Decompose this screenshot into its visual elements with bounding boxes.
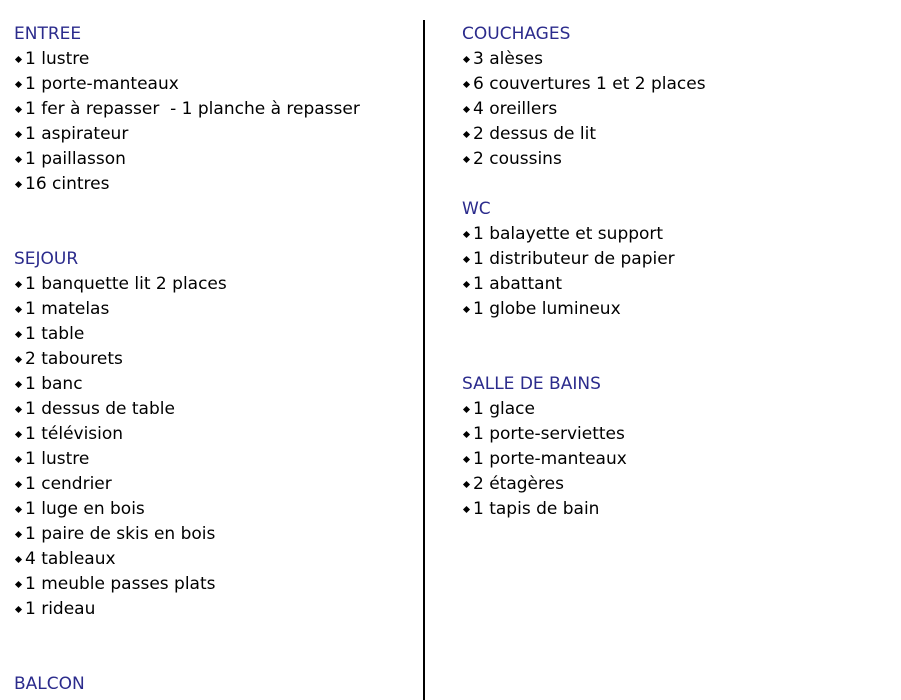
item-label: 1 meuble passes plats — [25, 574, 216, 594]
section-title-balcon: BALCON — [14, 674, 85, 694]
list-item — [14, 97, 414, 122]
item-label: 4 tableaux — [25, 549, 116, 569]
diamond-bullet-icon — [15, 106, 22, 113]
diamond-bullet-icon — [15, 531, 22, 538]
item-label: 1 porte-manteaux — [25, 74, 179, 94]
list-item — [14, 297, 414, 322]
item-label: 1 balayette et support — [473, 224, 664, 244]
diamond-bullet-icon — [463, 431, 470, 438]
item-label: 3 alèses — [473, 49, 543, 69]
diamond-bullet-icon — [463, 106, 470, 113]
diamond-bullet-icon — [463, 406, 470, 413]
list-item — [462, 72, 882, 97]
diamond-bullet-icon — [15, 606, 22, 613]
item-label: 1 tapis de bain — [473, 499, 600, 519]
section-sejour — [14, 247, 414, 622]
list-item — [14, 72, 414, 97]
item-label: 1 distributeur de papier — [473, 249, 675, 269]
diamond-bullet-icon — [463, 156, 470, 163]
item-label: 2 dessus de lit — [473, 124, 596, 144]
column-divider — [423, 20, 425, 700]
item-label: 1 abattant — [473, 274, 563, 294]
diamond-bullet-icon — [463, 256, 470, 263]
list-item — [14, 572, 414, 597]
list-item — [462, 222, 882, 247]
diamond-bullet-icon — [15, 456, 22, 463]
list-item — [14, 497, 414, 522]
item-label: 1 dessus de table — [25, 399, 175, 419]
diamond-bullet-icon — [463, 81, 470, 88]
item-label: 1 rideau — [25, 599, 96, 619]
item-label: 2 coussins — [473, 149, 562, 169]
list-item — [462, 247, 882, 272]
diamond-bullet-icon — [463, 281, 470, 288]
diamond-bullet-icon — [15, 181, 22, 188]
list-item — [14, 472, 414, 497]
section-title-salle-de-bains: SALLE DE BAINS — [462, 374, 601, 394]
list-item — [462, 47, 882, 72]
list-item — [14, 347, 414, 372]
diamond-bullet-icon — [15, 331, 22, 338]
item-label: 1 porte-manteaux — [473, 449, 627, 469]
diamond-bullet-icon — [463, 131, 470, 138]
item-label: 1 lustre — [25, 449, 90, 469]
item-label: 1 banquette lit 2 places — [25, 274, 227, 294]
diamond-bullet-icon — [463, 306, 470, 313]
diamond-bullet-icon — [15, 56, 22, 63]
list-item — [14, 547, 414, 572]
item-label: 2 tabourets — [25, 349, 123, 369]
list-item — [462, 297, 882, 322]
section-title-couchages: COUCHAGES — [462, 24, 571, 44]
list-item — [14, 122, 414, 147]
diamond-bullet-icon — [15, 81, 22, 88]
list-item — [462, 497, 882, 522]
list-item — [14, 322, 414, 347]
diamond-bullet-icon — [15, 356, 22, 363]
section-title-entree: ENTREE — [14, 24, 82, 44]
section-title-wc: WC — [462, 199, 491, 219]
item-label: 6 couvertures 1 et 2 places — [473, 74, 706, 94]
diamond-bullet-icon — [463, 506, 470, 513]
list-item — [462, 272, 882, 297]
section-entree — [14, 22, 414, 197]
item-label: 1 télévision — [25, 424, 124, 444]
item-label: 2 étagères — [473, 474, 564, 494]
diamond-bullet-icon — [15, 156, 22, 163]
list-item — [14, 447, 414, 472]
item-label: 1 banc — [25, 374, 83, 394]
item-label: 1 porte-serviettes — [473, 424, 625, 444]
list-item — [462, 97, 882, 122]
list-item — [14, 397, 414, 422]
item-label: 1 paire de skis en bois — [25, 524, 216, 544]
list-item — [14, 372, 414, 397]
list-item — [14, 272, 414, 297]
diamond-bullet-icon — [15, 131, 22, 138]
list-item — [462, 447, 882, 472]
list-item — [14, 597, 414, 622]
diamond-bullet-icon — [463, 231, 470, 238]
item-label: 1 globe lumineux — [473, 299, 621, 319]
item-label: 1 glace — [473, 399, 535, 419]
list-item — [462, 422, 882, 447]
list-item — [462, 147, 882, 172]
diamond-bullet-icon — [463, 456, 470, 463]
diamond-bullet-icon — [15, 431, 22, 438]
diamond-bullet-icon — [463, 56, 470, 63]
section-title-sejour: SEJOUR — [14, 249, 79, 269]
item-label: 1 paillasson — [25, 149, 126, 169]
diamond-bullet-icon — [15, 581, 22, 588]
item-label: 1 luge en bois — [25, 499, 145, 519]
section-salle-de-bains — [462, 372, 882, 522]
item-label: 1 table — [25, 324, 85, 344]
section-balcon — [14, 672, 414, 697]
diamond-bullet-icon — [15, 406, 22, 413]
item-label: 1 lustre — [25, 49, 90, 69]
list-item — [14, 422, 414, 447]
left-column — [14, 22, 414, 697]
diamond-bullet-icon — [15, 306, 22, 313]
right-column — [462, 22, 882, 522]
diamond-bullet-icon — [15, 381, 22, 388]
list-item — [14, 47, 414, 72]
list-item — [14, 172, 414, 197]
item-label: 1 aspirateur — [25, 124, 129, 144]
diamond-bullet-icon — [15, 281, 22, 288]
diamond-bullet-icon — [463, 481, 470, 488]
list-item — [14, 147, 414, 172]
item-label: 1 matelas — [25, 299, 110, 319]
section-wc — [462, 197, 882, 322]
list-item — [462, 122, 882, 147]
diamond-bullet-icon — [15, 481, 22, 488]
list-item — [462, 472, 882, 497]
item-label: 4 oreillers — [473, 99, 558, 119]
list-item — [462, 397, 882, 422]
item-label: 1 cendrier — [25, 474, 112, 494]
diamond-bullet-icon — [15, 506, 22, 513]
item-label: 16 cintres — [25, 174, 110, 194]
list-item — [14, 522, 414, 547]
diamond-bullet-icon — [15, 556, 22, 563]
section-couchages — [462, 22, 882, 172]
item-label: 1 fer à repasser - 1 planche à repasser — [25, 99, 360, 119]
